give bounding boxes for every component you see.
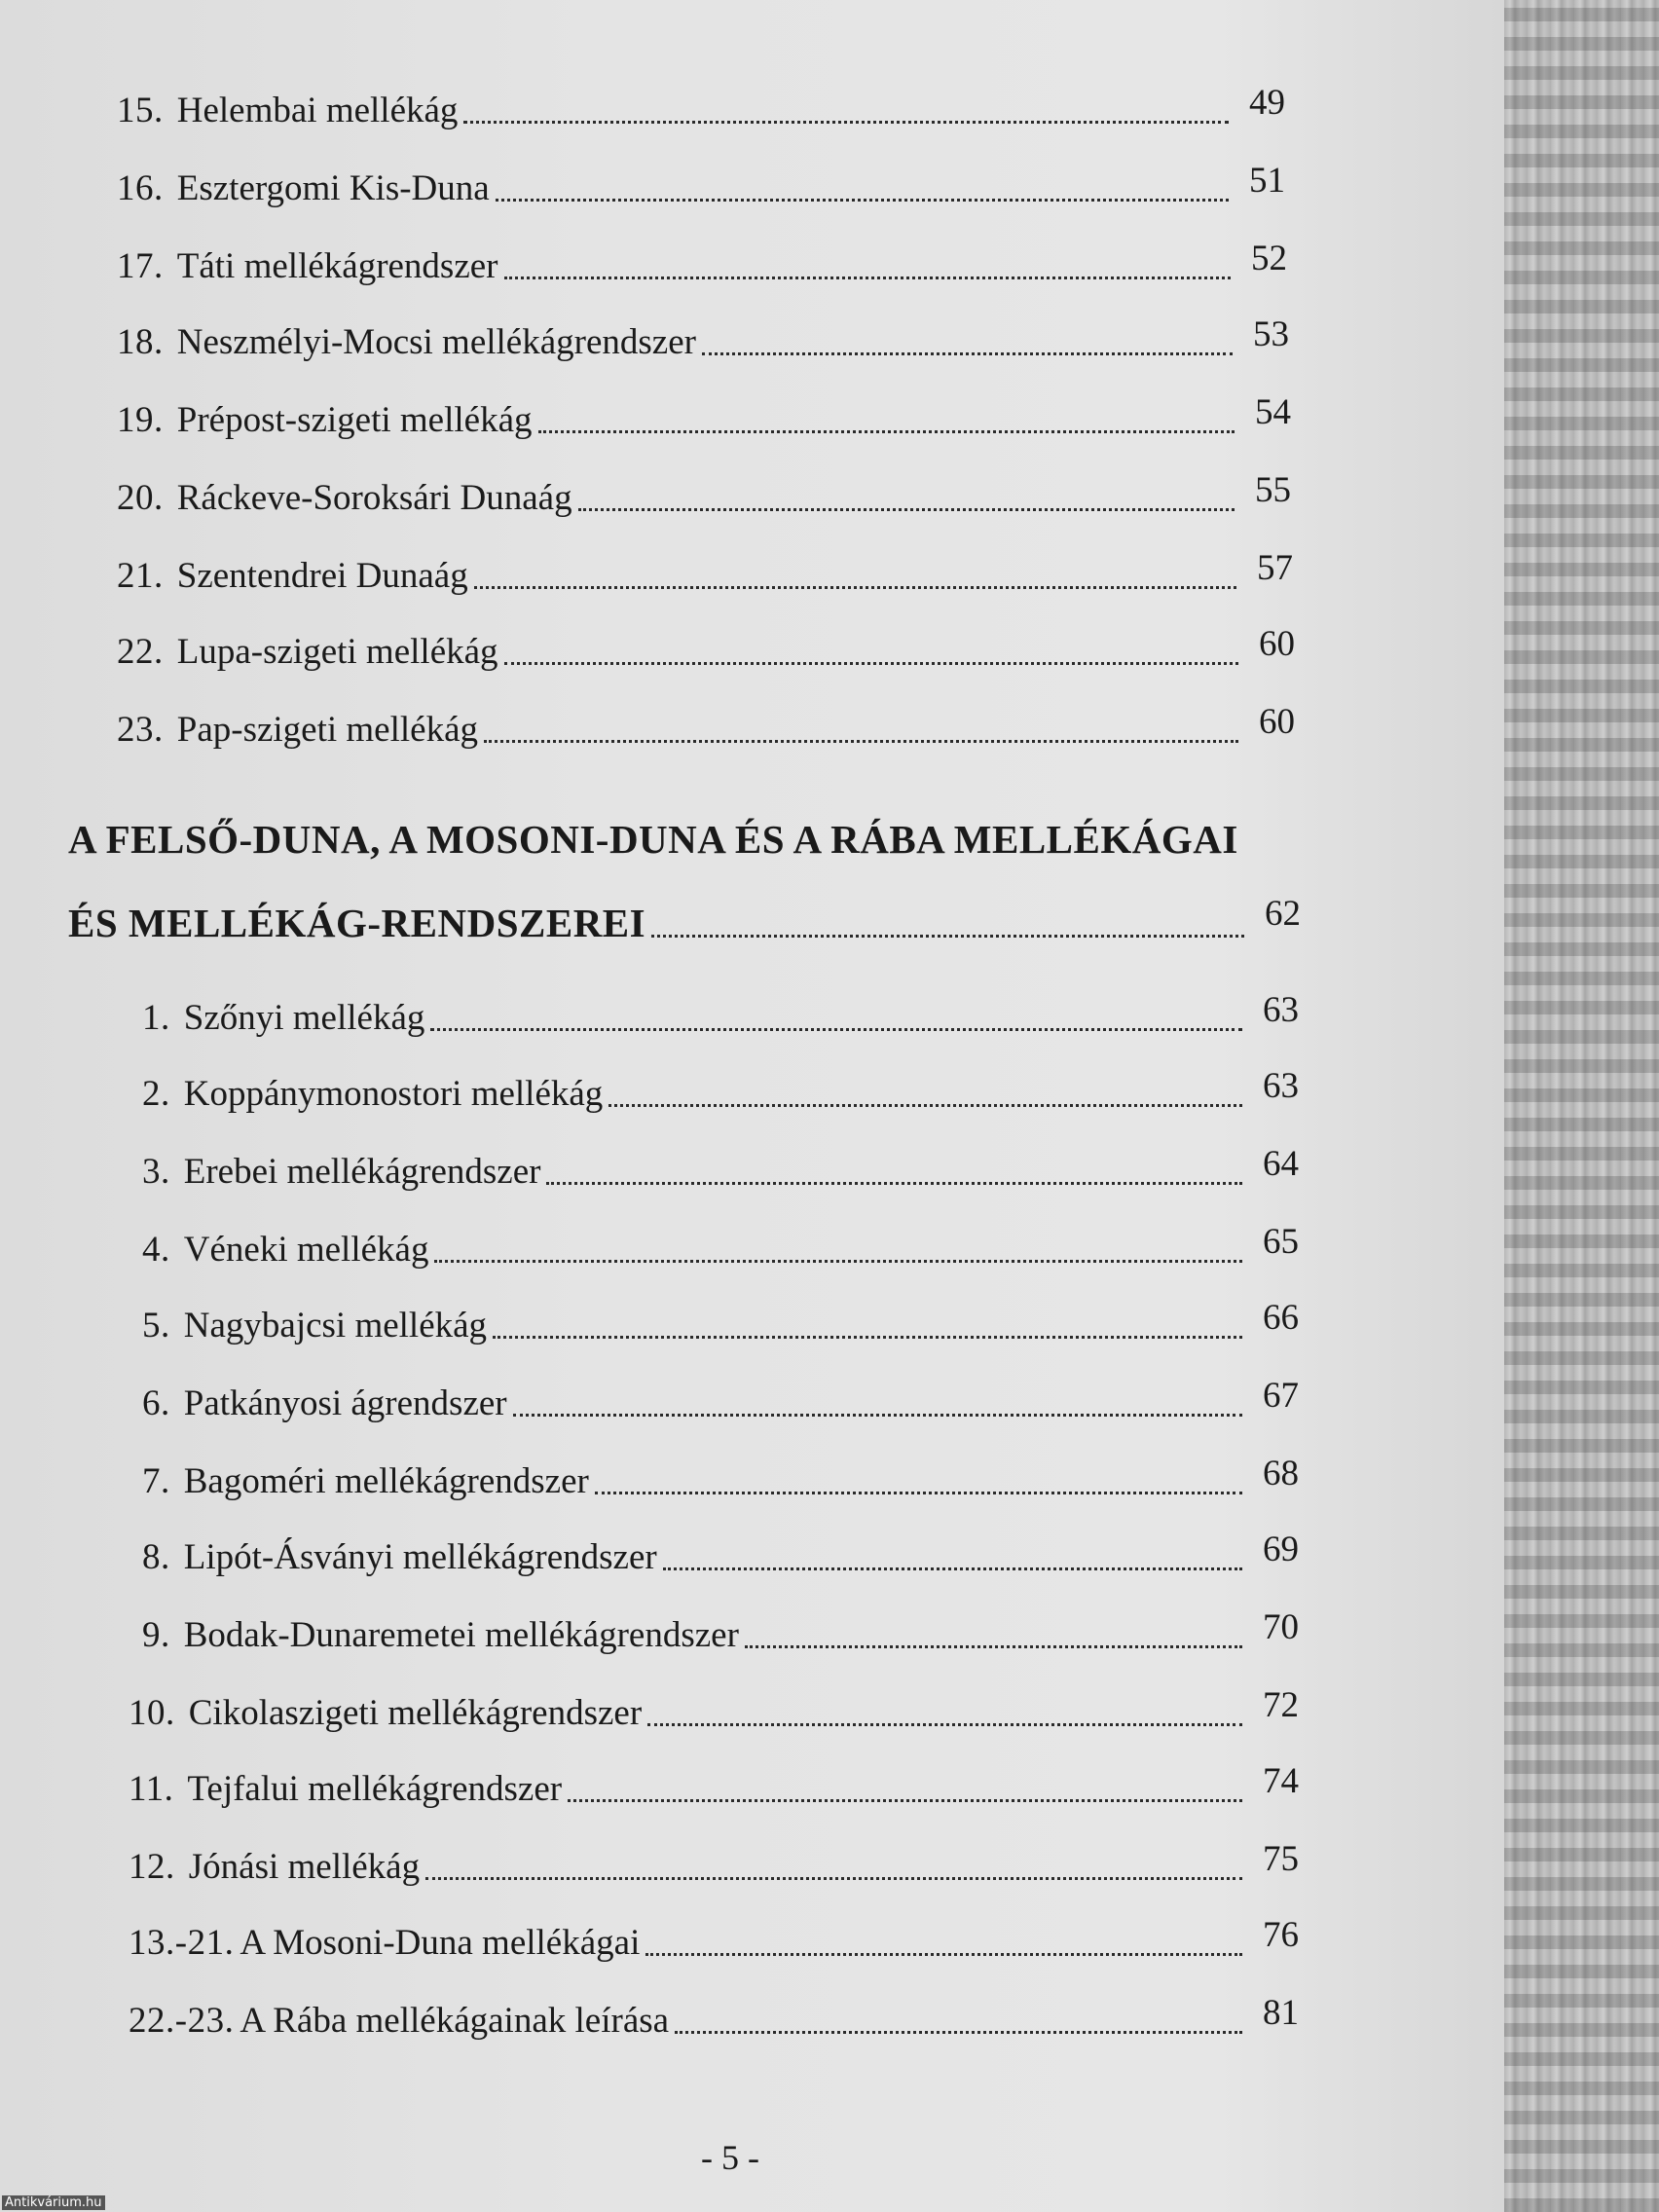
entry-number: 11. [129, 1769, 174, 1809]
entry-page: 72 [1263, 1685, 1299, 1725]
entry-page: 60 [1259, 624, 1295, 664]
entry-title: Bagoméri mellékágrendszer [183, 1461, 589, 1501]
entry-number: 10. [129, 1693, 175, 1733]
leader-dots [568, 1799, 1242, 1802]
leader-dots [425, 1877, 1242, 1880]
leader-dots [546, 1182, 1242, 1185]
entry-title: Véneki mellékág [183, 1230, 429, 1270]
entry-page: 69 [1263, 1530, 1299, 1569]
entry-page: 63 [1263, 990, 1299, 1030]
leader-dots [463, 121, 1229, 124]
entry-title: Táti mellékágrendszer [176, 246, 498, 286]
heading-page: 62 [1265, 894, 1301, 934]
toc-entry [117, 697, 1295, 752]
entry-number: 22.-23. [129, 2001, 235, 2041]
entry-number: 20. [117, 478, 164, 518]
entry-title: Szentendrei Dunaág [176, 556, 468, 596]
leader-dots [513, 1414, 1242, 1417]
entry-page: 68 [1263, 1454, 1299, 1493]
toc-entry [117, 310, 1289, 364]
entry-page: 67 [1263, 1376, 1299, 1416]
entry-number: 7. [142, 1461, 170, 1501]
toc-entry [142, 1217, 1299, 1272]
entry-title: Jónási mellékág [188, 1847, 421, 1887]
entry-title: A Rába mellékágainak leírása [240, 2001, 670, 2041]
toc-entry [129, 1834, 1299, 1889]
entry-page: 54 [1255, 392, 1291, 432]
entry-title: Pap-szigeti mellékág [176, 710, 479, 750]
entry-page: 51 [1249, 161, 1285, 201]
entry-title: Nagybajcsi mellékág [183, 1306, 488, 1346]
entry-page: 53 [1253, 314, 1289, 354]
entry-page: 66 [1263, 1298, 1299, 1338]
entry-title: A Mosoni-Duna mellékágai [240, 1923, 641, 1963]
entry-number: 5. [142, 1306, 170, 1346]
leader-dots [645, 1953, 1242, 1956]
entry-number: 15. [117, 91, 164, 130]
entry-number: 9. [142, 1615, 170, 1655]
entry-page: 76 [1263, 1915, 1299, 1955]
section-heading: A FELSŐ-DUNA, A MOSONI-DUNA ÉS A RÁBA MELLÉKÁGAI [68, 817, 1238, 862]
entry-title: Koppánymonostori mellékág [183, 1074, 604, 1114]
entry-title: Erebei mellékágrendszer [183, 1152, 541, 1192]
entry-page: 60 [1259, 702, 1295, 742]
toc-entry [129, 1756, 1299, 1811]
toc-entry [117, 156, 1285, 210]
entry-page: 74 [1263, 1761, 1299, 1801]
leader-dots [504, 276, 1232, 279]
entry-number: 17. [117, 246, 164, 286]
leader-dots [484, 740, 1238, 743]
leader-dots [647, 1723, 1242, 1726]
entry-page: 70 [1263, 1607, 1299, 1647]
toc-entry [142, 1449, 1299, 1503]
section-heading-row [68, 892, 1301, 946]
entry-number: 12. [129, 1847, 175, 1887]
leader-dots [538, 430, 1235, 433]
leader-dots [745, 1645, 1242, 1648]
entry-title: Tejfalui mellékágrendszer [187, 1769, 563, 1809]
entry-number: 16. [117, 168, 164, 208]
entry-number: 23. [117, 710, 164, 750]
toc-entry [142, 1293, 1299, 1347]
entry-title: Lupa-szigeti mellékág [176, 632, 498, 672]
leader-dots [474, 586, 1236, 589]
toc-entry [142, 1603, 1299, 1657]
entry-page: 55 [1255, 470, 1291, 510]
entry-page: 63 [1263, 1066, 1299, 1106]
leader-dots [430, 1028, 1242, 1031]
page-edge [1504, 0, 1659, 2212]
entry-number: 22. [117, 632, 164, 672]
leader-dots [651, 935, 1244, 938]
section-heading-line2: ÉS MELLÉKÁG-RENDSZEREI [68, 901, 646, 945]
entry-page: 65 [1263, 1222, 1299, 1262]
toc-entry [117, 543, 1293, 598]
leader-dots [496, 199, 1229, 202]
toc-entry [142, 1139, 1299, 1194]
entry-number: 13.-21. [129, 1923, 235, 1963]
entry-number: 1. [142, 998, 170, 1038]
entry-page: 49 [1249, 83, 1285, 123]
entry-number: 8. [142, 1537, 170, 1577]
toc-entry [142, 985, 1299, 1040]
leader-dots [434, 1260, 1242, 1263]
toc-entry [129, 1910, 1299, 1965]
leader-dots [702, 352, 1233, 355]
entry-number: 18. [117, 322, 164, 362]
leader-dots [663, 1567, 1242, 1570]
entry-title: Patkányosi ágrendszer [183, 1383, 507, 1423]
entry-page: 57 [1257, 548, 1293, 588]
leader-dots [493, 1336, 1242, 1339]
toc-entry [117, 387, 1291, 442]
entry-title: Bodak-Dunaremetei mellékágrendszer [183, 1615, 739, 1655]
leader-dots [578, 508, 1235, 511]
toc-entry [142, 1525, 1299, 1579]
entry-number: 2. [142, 1074, 170, 1114]
toc-entry [117, 465, 1291, 520]
entry-title: Cikolaszigeti mellékágrendszer [188, 1693, 643, 1733]
entry-number: 19. [117, 400, 164, 440]
entry-title: Prépost-szigeti mellékág [176, 400, 533, 440]
leader-dots [608, 1104, 1242, 1107]
entry-title: Lipót-Ásványi mellékágrendszer [183, 1537, 657, 1577]
entry-title: Esztergomi Kis-Duna [176, 168, 490, 208]
leader-dots [504, 662, 1238, 665]
entry-page: 64 [1263, 1144, 1299, 1184]
toc-entry [117, 619, 1295, 674]
entry-page: 81 [1263, 1993, 1299, 2033]
entry-title: Ráckeve-Soroksári Dunaág [176, 478, 572, 518]
entry-number: 6. [142, 1383, 170, 1423]
entry-page: 52 [1251, 239, 1287, 278]
toc-entry [142, 1061, 1299, 1116]
leader-dots [675, 2031, 1242, 2034]
entry-page: 75 [1263, 1839, 1299, 1879]
toc-entry [117, 78, 1285, 132]
entry-title: Szőnyi mellékág [183, 998, 425, 1038]
entry-number: 3. [142, 1152, 170, 1192]
page-number: - 5 - [701, 2138, 759, 2177]
toc-entry [117, 234, 1287, 288]
toc-entry [142, 1371, 1299, 1425]
toc-entry [129, 1988, 1299, 2043]
entry-number: 21. [117, 556, 164, 596]
leader-dots [595, 1492, 1242, 1494]
entry-title: Helembai mellékág [176, 91, 459, 130]
toc-entry [129, 1680, 1299, 1735]
watermark: Antikvárium.hu [2, 2195, 105, 2210]
entry-title: Neszmélyi-Mocsi mellékágrendszer [176, 322, 696, 362]
entry-number: 4. [142, 1230, 170, 1270]
